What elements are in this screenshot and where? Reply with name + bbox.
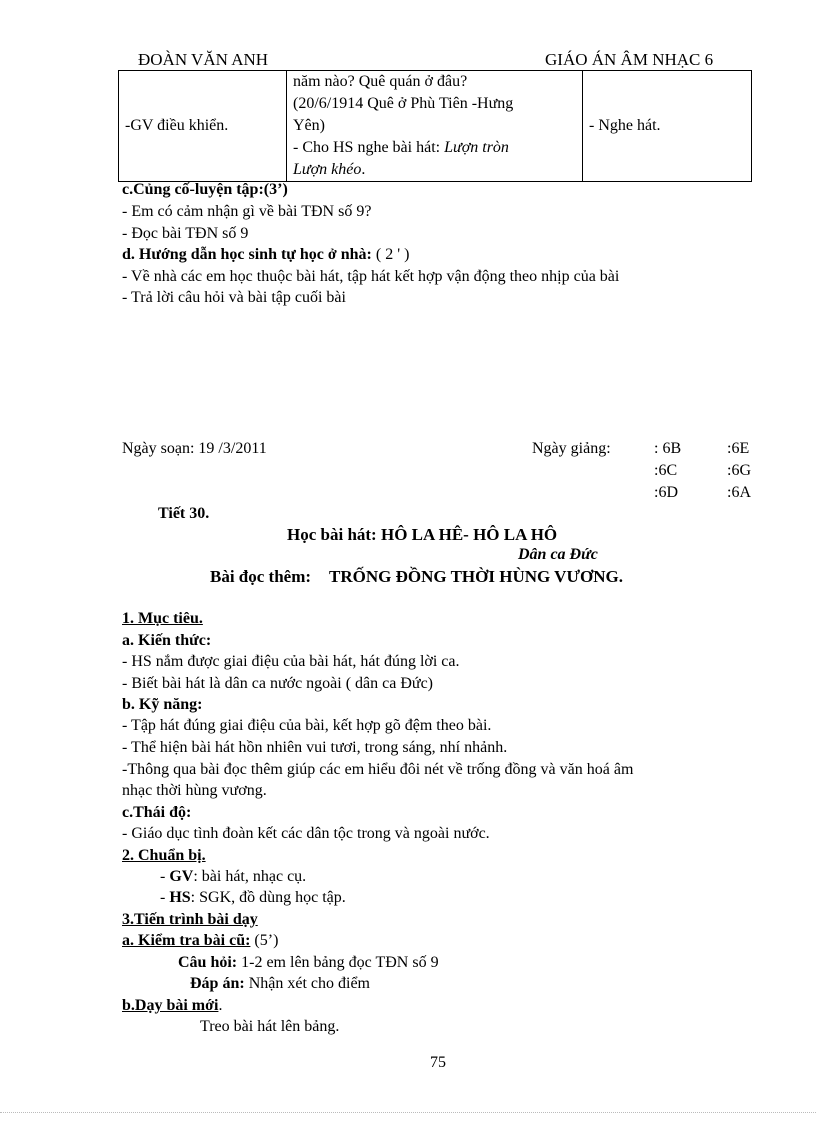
reading-label: Bài đọc thêm: (210, 567, 312, 586)
preparation-heading: 2. Chuẩn bị. (122, 847, 206, 864)
list-item: - Giáo dục tình đoàn kết các dân tộc trong và ngoài nước. (122, 825, 490, 842)
homework-heading-line (122, 246, 409, 264)
prep-gv-line: - GV: bài hát, nhạc cụ. (160, 868, 307, 885)
song-title-line (287, 525, 557, 545)
listen-prefix: - Cho HS nghe bài hát: (293, 139, 445, 156)
list-item: - Em có cảm nhận gì về bài TĐN số 9? (122, 203, 372, 220)
prep-date: Ngày soạn: 19 /3/2011 (122, 440, 267, 457)
reading-line (210, 567, 623, 587)
skills-heading: b. Kỹ năng: (122, 696, 203, 713)
list-item: - Thể hiện bài hát hồn nhiên vui tươi, trong sáng, nhí nhảnh. (122, 739, 508, 756)
knowledge-heading: a. Kiến thức: (122, 632, 212, 649)
list-item: - Về nhà các em học thuộc bài hát, tập hát kết hợp vận động theo nhịp của bài (122, 268, 620, 285)
song-label: Học bài hát: (287, 525, 381, 544)
student-activity-cell (583, 71, 752, 182)
song-name-a: Lượn tròn (444, 139, 509, 156)
review-time: (5’) (250, 932, 279, 949)
class-6e: :6E (727, 440, 750, 457)
content-line: Yên) (293, 117, 325, 134)
class-6c: :6C (654, 462, 678, 479)
answer-text: Nhận xét cho điểm (244, 975, 370, 992)
prep-hs-text: : SGK, đồ dùng học tập. (190, 889, 346, 906)
attitude-heading: c.Thái độ: (122, 804, 192, 821)
activity-table (118, 70, 752, 182)
homework-time: ( 2 ' ) (371, 246, 410, 263)
content-line: (20/6/1914 Quê ở Phù Tiên -Hưng (293, 95, 514, 112)
hang-song-text: Treo bài hát lên bảng. (200, 1018, 340, 1035)
page-number: 75 (430, 1054, 446, 1071)
class-6b: : 6B (654, 440, 682, 457)
content-cell (287, 71, 583, 182)
class-6a: :6A (727, 484, 751, 501)
song-name-b: Lượn khéo (293, 161, 362, 178)
question-label: Câu hỏi: (178, 954, 238, 971)
review-heading: a. Kiểm tra bài cũ: (122, 932, 251, 949)
page-bottom-rule (0, 1112, 816, 1113)
homework-heading: d. Hướng dẫn học sinh tự học ở nhà: (122, 246, 372, 263)
list-item: - Tập hát đúng giai điệu của bài, kết hợp gõ đệm theo bài. (122, 717, 492, 734)
list-item: - Trả lời câu hỏi và bài tập cuối bài (122, 289, 346, 306)
student-activity-text: - Nghe hát. (589, 117, 661, 134)
new-lesson-heading: b.Dạy bài mới (122, 997, 219, 1014)
teacher-activity-cell (119, 71, 287, 182)
header-doc-title: GIÁO ÁN ÂM NHẠC 6 (545, 50, 714, 69)
header-author: ĐOÀN VĂN ANH (138, 50, 269, 69)
list-item: nhạc thời hùng vương. (122, 782, 267, 799)
song-origin: Dân ca Đức (518, 546, 598, 563)
process-heading: 3.Tiến trình bài dạy (122, 911, 258, 928)
review-line (122, 932, 278, 950)
prep-gv-label: GV (169, 868, 194, 885)
list-item: -Thông qua bài đọc thêm giúp các em hiểu đôi nét về trống đồng và văn hoá âm (122, 761, 634, 778)
prep-hs-line: - HS: SGK, đồ dùng học tập. (160, 889, 346, 906)
content-listen-line (293, 137, 576, 159)
list-item: - HS nắm được giai điệu của bài hát, hát đúng lời ca. (122, 653, 460, 670)
period-label: Tiết 30. (158, 505, 210, 522)
content-listen-line-2 (293, 159, 576, 181)
teacher-activity-text: -GV điều khiển. (125, 117, 229, 134)
song-end: . (361, 161, 366, 178)
list-item: - Biết bài hát là dân ca nước ngoài ( dân ca Đức) (122, 675, 434, 692)
class-6d: :6D (654, 484, 678, 501)
prep-gv-text: : bài hát, nhạc cụ. (193, 868, 307, 885)
new-lesson-dot: . (218, 997, 223, 1014)
class-6g: :6G (727, 462, 751, 479)
song-title: HÔ LA HÊ- HÔ LA HÔ (380, 525, 558, 544)
objectives-heading: 1. Mục tiêu. (122, 610, 203, 627)
content-line: năm nào? Quê quán ở đâu? (293, 73, 468, 90)
prep-hs-label: HS (169, 889, 191, 906)
question-line (178, 954, 439, 972)
reading-title: TRỐNG ĐỒNG THỜI HÙNG VƯƠNG. (329, 567, 623, 586)
list-item: - Đọc bài TĐN số 9 (122, 225, 249, 242)
teach-date-label: Ngày giảng: (532, 440, 611, 457)
question-text: 1-2 em lên bảng đọc TĐN số 9 (237, 954, 439, 971)
table-row (119, 71, 752, 182)
answer-line (190, 975, 370, 993)
new-lesson-line (122, 997, 222, 1015)
answer-label: Đáp án: (190, 975, 245, 992)
consolidate-heading: c.Củng cố-luyện tập:(3’) (122, 181, 288, 198)
